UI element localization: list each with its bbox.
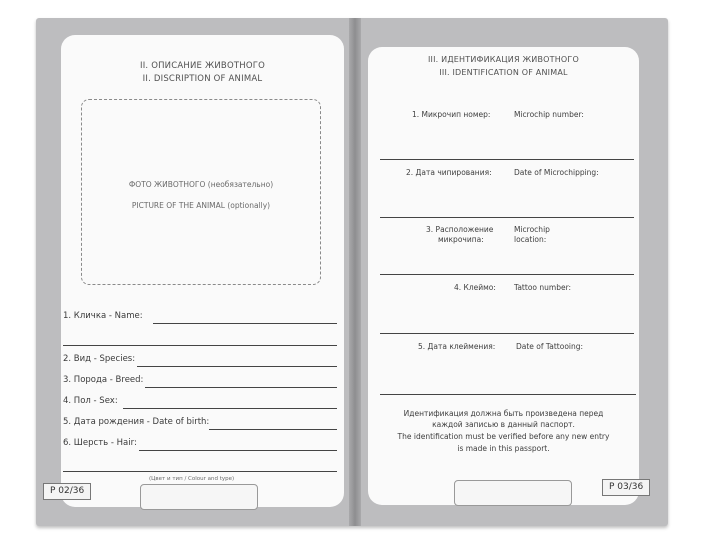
hair-note: (Цвет и тип / Colour and type) (149, 476, 235, 482)
tattoo-line[interactable] (380, 333, 634, 334)
tattoo-label-ru: 4. Клеймо: (454, 283, 496, 292)
page-tab-right (454, 480, 572, 506)
tattoodate-line[interactable] (380, 394, 636, 395)
page-animal-description (61, 35, 344, 507)
field-hair-line-2[interactable] (63, 471, 337, 472)
page-animal-identification (368, 47, 639, 505)
chipdate-label-ru: 2. Дата чипирования: (406, 168, 492, 177)
microchip-label-en: Microchip number: (514, 110, 584, 119)
chipdate-label-en: Date of Microchipping: (514, 168, 599, 177)
tattoo-label-en: Tattoo number: (514, 283, 572, 292)
photo-label-en: PICTURE OF THE ANIMAL (optionally) (131, 201, 271, 210)
location-label-ru-2: микрочипа: (438, 235, 484, 244)
identification-note-3: The identification must be verified before any new entry (397, 432, 610, 441)
location-label-ru (426, 225, 493, 245)
field-species-line[interactable] (137, 366, 337, 367)
field-name-label: 1. Кличка - Name: (63, 311, 143, 321)
location-label-en-1: Microchip (514, 225, 550, 234)
field-hair-label: 6. Шерсть - Hair: (63, 438, 137, 448)
section-heading-en: III. IDENTIFICATION OF ANIMAL (439, 68, 568, 77)
field-sex-label: 4. Пол - Sex: (63, 396, 118, 406)
tattoodate-label-ru: 5. Дата клеймения: (418, 342, 496, 351)
field-species-label: 2. Вид - Species: (63, 354, 136, 364)
location-label-ru-1: 3. Расположение (426, 225, 494, 234)
field-dob-line[interactable] (209, 429, 337, 430)
field-dob-label: 5. Дата рождения - Date of birth: (63, 417, 210, 427)
book-spine (349, 18, 361, 526)
identification-note-2: каждой записью в данный паспорт. (432, 420, 575, 429)
field-name-line[interactable] (153, 323, 337, 324)
field-hair-line[interactable] (139, 450, 337, 451)
location-line[interactable] (380, 274, 634, 275)
location-label-en-2: location: (514, 235, 547, 244)
field-breed-line[interactable] (145, 387, 337, 388)
page-number-left: P 02/36 (43, 483, 91, 500)
microchip-label-ru: 1. Микрочип номер: (412, 110, 491, 119)
section-heading-ru: II. ОПИСАНИЕ ЖИВОТНОГО (139, 61, 265, 71)
location-label-en (514, 225, 550, 245)
photo-label-ru: ФОТО ЖИВОТНОГО (необязательно) (128, 180, 274, 189)
page-number-right: P 03/36 (602, 479, 650, 496)
identification-note-4: is made in this passport. (457, 444, 550, 453)
microchip-line[interactable] (380, 159, 634, 160)
section-heading-ru: III. ИДЕНТИФИКАЦИЯ ЖИВОТНОГО (427, 55, 580, 64)
page-tab-left (140, 484, 258, 510)
field-sex-line[interactable] (123, 408, 337, 409)
field-name-line-2[interactable] (63, 345, 337, 346)
passport-spread (36, 18, 668, 526)
section-heading-en: II. DISCRIPTION OF ANIMAL (142, 74, 263, 84)
field-breed-label: 3. Порода - Breed: (63, 375, 144, 385)
chipdate-line[interactable] (380, 217, 634, 218)
identification-note-1: Идентификация должна быть произведена перед (403, 409, 604, 418)
tattoodate-label-en: Date of Tattooing: (516, 342, 584, 351)
photo-placeholder[interactable] (81, 99, 321, 285)
